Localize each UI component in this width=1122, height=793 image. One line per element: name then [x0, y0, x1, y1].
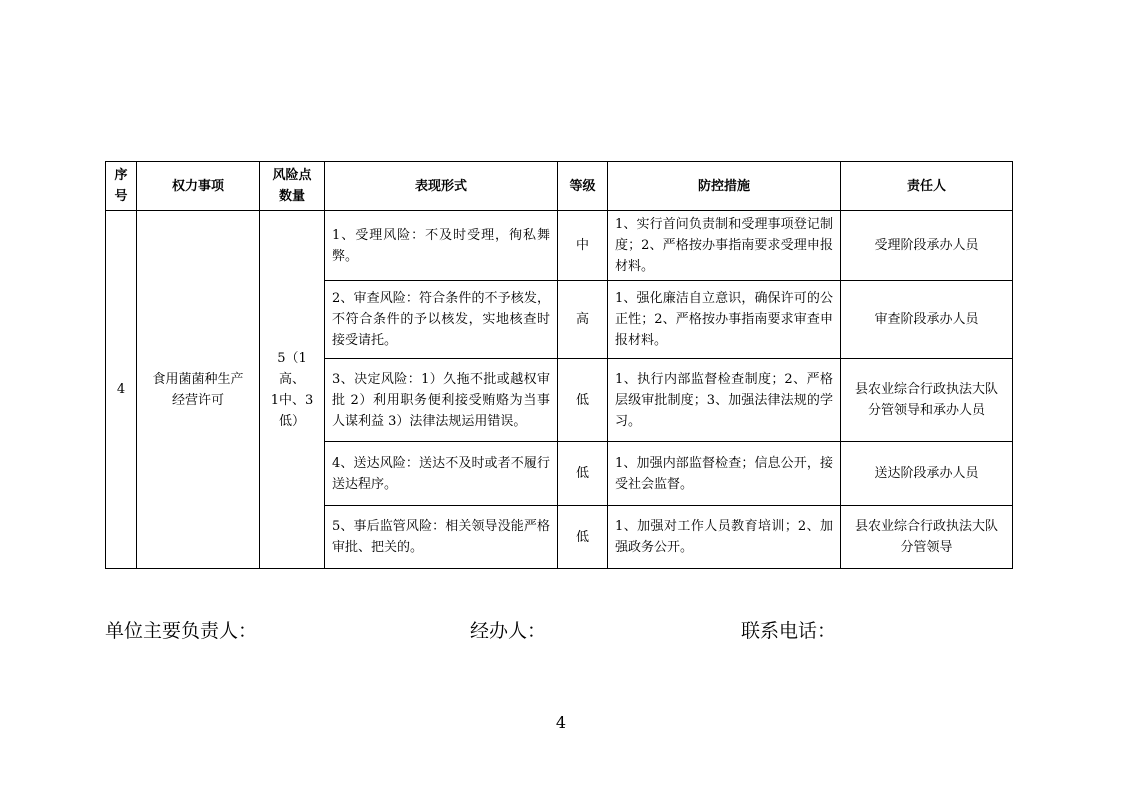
- header-owner: 责任人: [841, 162, 1013, 211]
- level-cell: 中: [558, 211, 608, 281]
- header-seq-line2: 号: [114, 189, 128, 204]
- owner-cell: 审查阶段承办人员: [841, 281, 1013, 359]
- table-row: [106, 211, 1013, 281]
- owner-cell: [841, 506, 1013, 569]
- count-line1: 5（1高、: [277, 350, 307, 387]
- count-cell: [260, 211, 325, 569]
- seq-cell: 4: [106, 211, 137, 569]
- measure-cell: 1、强化廉洁自立意识，确保许可的公正性；2、严格按办事指南要求审查申报材料。: [608, 281, 841, 359]
- level-cell: 低: [558, 442, 608, 506]
- handler-signature-label: 经办人：: [470, 620, 547, 642]
- form-cell: 1、受理风险：不及时受理，徇私舞弊。: [325, 211, 558, 281]
- owner-cell: 受理阶段承办人员: [841, 211, 1013, 281]
- item-line2: 经营许可: [171, 392, 224, 408]
- owner-cell: 送达阶段承办人员: [841, 442, 1013, 506]
- item-line1: 食用菌菌种生产: [152, 371, 244, 387]
- item-cell: [137, 211, 260, 569]
- owner-line2: 分管领导: [900, 540, 953, 555]
- measure-cell: 1、执行内部监督检查制度；2、严格层级审批制度；3、加强法律法规的学习。: [608, 359, 841, 442]
- form-cell: 4、送达风险：送达不及时或者不履行送达程序。: [325, 442, 558, 506]
- header-form: 表现形式: [325, 162, 558, 211]
- measure-cell: 1、加强内部监督检查；信息公开，接受社会监督。: [608, 442, 841, 506]
- header-measure: 防控措施: [608, 162, 841, 211]
- form-cell: 2、审查风险：符合条件的不予核发，不符合条件的予以核发，实地核查时接受请托。: [325, 281, 558, 359]
- header-seq-line1: 序: [114, 168, 128, 183]
- level-cell: 低: [558, 359, 608, 442]
- measure-cell: 1、加强对工作人员教育培训；2、加强政务公开。: [608, 506, 841, 569]
- leader-signature-label: 单位主要负责人：: [105, 620, 258, 642]
- header-count: [260, 162, 325, 211]
- level-cell: 高: [558, 281, 608, 359]
- count-line2: 1中、3: [270, 392, 314, 408]
- level-cell: 低: [558, 506, 608, 569]
- header-count-line2: 数量: [278, 189, 305, 204]
- header-seq: [106, 162, 137, 211]
- page-number: 4: [555, 713, 567, 732]
- header-level: 等级: [558, 162, 608, 211]
- header-item: 权力事项: [137, 162, 260, 211]
- count-line3: 低）: [278, 413, 305, 429]
- measure-cell: 1、实行首问负责制和受理事项登记制度；2、严格按办事指南要求受理申报材料。: [608, 211, 841, 281]
- form-cell: 3、决定风险：1）久拖不批或越权审批 2）利用职务便利接受贿赂为当事人谋利益 3）法律法规运用错误。: [325, 359, 558, 442]
- risk-table: [105, 161, 1013, 569]
- header-row: [106, 162, 1013, 211]
- owner-line1: 县农业综合行政执法大队: [854, 382, 998, 397]
- owner-line1: 县农业综合行政执法大队: [854, 519, 998, 534]
- header-count-line1: 风险点: [272, 168, 312, 183]
- owner-line2: 分管领导和承办人员: [867, 403, 985, 418]
- phone-label: 联系电话：: [741, 620, 837, 642]
- owner-cell: [841, 359, 1013, 442]
- form-cell: 5、事后监管风险：相关领导没能严格审批、把关的。: [325, 506, 558, 569]
